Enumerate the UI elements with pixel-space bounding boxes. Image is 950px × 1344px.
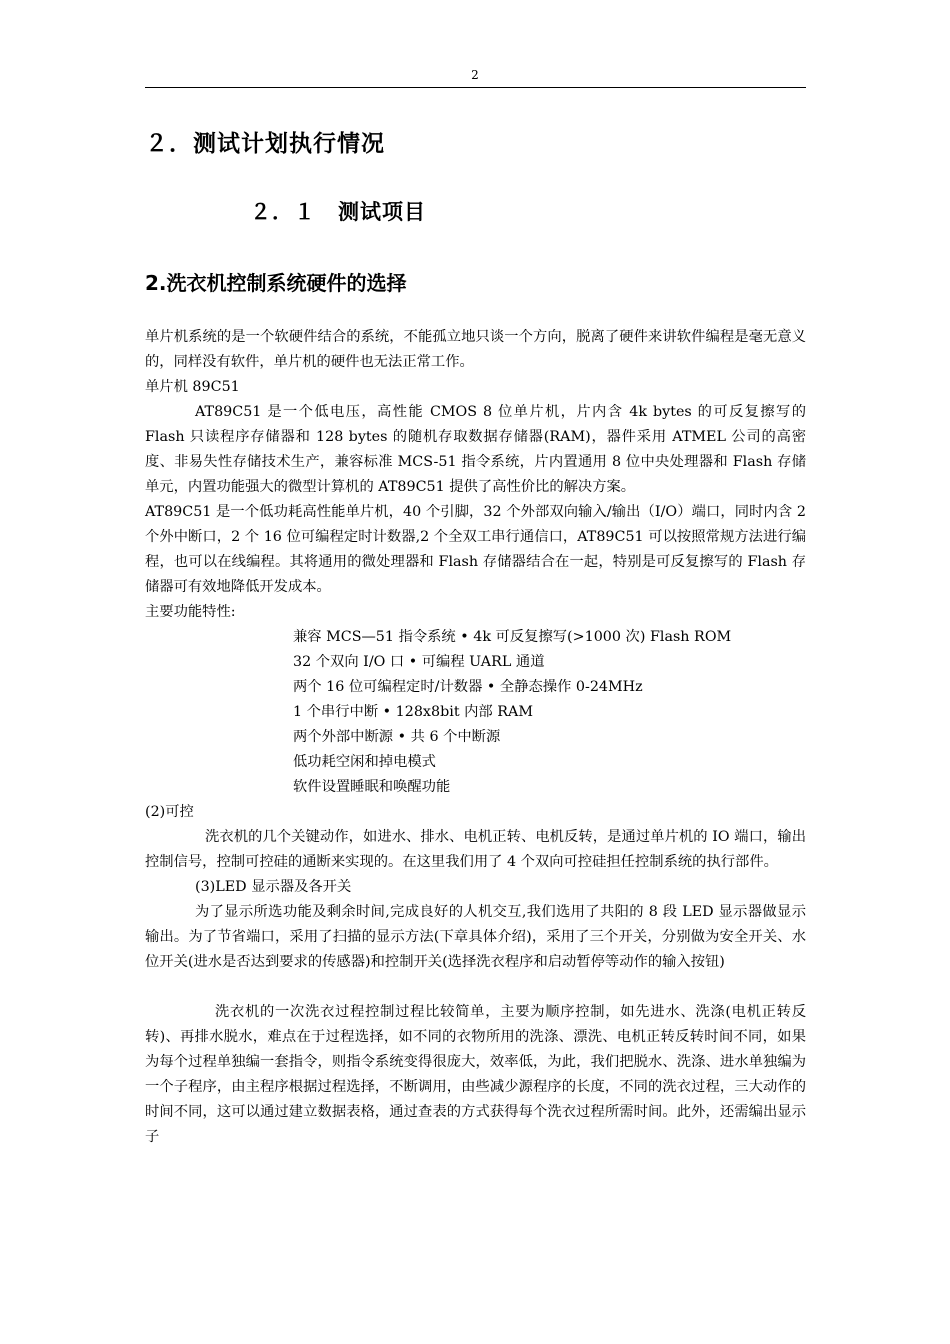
paragraph-main-features-label: 主要功能特性:	[145, 604, 236, 620]
topic-heading: 2.洗衣机控制系统硬件的选择	[145, 271, 407, 295]
paragraph-at89c51-features: AT89C51 是一个低功耗高性能单片机，40 个引脚，32 个外部双向输入/输出（I/O）端口，同时内含 2 个外中断口，2 个 16 位可编程定时计数器,2 个全双工串行通信口，AT89C51 可以按照常规方法进行编程，也可以在线编程。其将通用的微处理器和 Flash 存储器结合在一起，特别是可反复擦写的 Flash 存储器可有效地降低开发成本。	[145, 504, 806, 595]
paragraph-intro: 单片机系统的是一个软硬件结合的系统，不能孤立地只谈一个方向，脱离了硬件来讲软件编程是毫无意义的，同样没有软件，单片机的硬件也无法正常工作。	[145, 329, 806, 370]
paragraph-mcu-label: 单片机 89C51	[145, 379, 240, 395]
paragraph-led-label: (3)LED 显示器及各开关	[195, 879, 352, 895]
list-item: 32 个双向 I/O 口 • 可编程 UARL 通道	[293, 654, 545, 670]
paragraph-led-desc: 为了显示所选功能及剩余时间,完成良好的人机交互,我们选用了共阳的 8 段 LED 显示器做显示输出。为了节省端口，采用了扫描的显示方法(下章具体介绍)，采用了三个开关，分别做为安全开关、水位开关(进水是否达到要求的传感器)和控制开关(选择洗衣程序和启动暂停等动作的输入按钮)	[145, 904, 806, 970]
paragraph-process-desc: 洗衣机的一次洗衣过程控制过程比较简单，主要为顺序控制，如先进水、洗涤(电机正转反转)、再排水脱水，难点在于过程选择，如不同的衣物所用的洗涤、漂洗、电机正转反转时间不同，如果为每个过程单独编一套指令，则指令系统变得很庞大，效率低，为此，我们把脱水、洗涤、进水单独编为一个子程序，由主程序根据过程选择，不断调用，由些减少源程序的长度，不同的洗衣过程，三大动作的时间不同，这可以通过建立数据表格，通过查表的方式获得每个洗衣过程所需时间。此外，还需编出显示子	[145, 1004, 806, 1145]
list-item: 软件设置睡眠和唤醒功能	[293, 779, 451, 795]
page-number: 2	[471, 68, 479, 82]
list-item: 1 个串行中断 • 128x8bit 内部 RAM	[293, 704, 533, 720]
subsection-heading: ２．１ 测试项目	[250, 200, 426, 224]
document-body	[145, 325, 806, 1150]
list-item: 低功耗空闲和掉电模式	[293, 754, 436, 770]
paragraph-thyristor-desc: 洗衣机的几个关键动作，如进水、排水、电机正转、电机反转，是通过单片机的 IO 端口，输出控制信号，控制可控硅的通断来实现的。在这里我们用了 4 个双向可控硅担任控制系统的执行部件。	[145, 829, 806, 870]
header-rule	[145, 87, 806, 88]
list-item: 两个外部中断源 • 共 6 个中断源	[293, 729, 501, 745]
list-item: 兼容 MCS—51 指令系统 • 4k 可反复擦写(>1000 次) Flash ROM	[293, 629, 732, 645]
list-item: 两个 16 位可编程定时/计数器 • 全静态操作 0-24MHz	[293, 679, 643, 695]
paragraph-at89c51-desc: AT89C51 是一个低电压，高性能 CMOS 8 位单片机，片内含 4k bytes 的可反复擦写的 Flash 只读程序存储器和 128 bytes 的随机存取数据存储器(RAM)，器件采用 ATMEL 公司的高密度、非易失性存储技术生产，兼容标准 MCS-51 指令系统，片内置通用 8 位中央处理器和 Flash 存储单元，内置功能强大的微型计算机的 AT89C51 提供了高性价比的解决方案。	[145, 404, 806, 495]
section-heading: ２．测试计划执行情况	[145, 131, 385, 157]
feature-list	[145, 625, 806, 800]
paragraph-thyristor-label: (2)可控	[145, 804, 194, 820]
paragraph-gap	[145, 975, 806, 1000]
